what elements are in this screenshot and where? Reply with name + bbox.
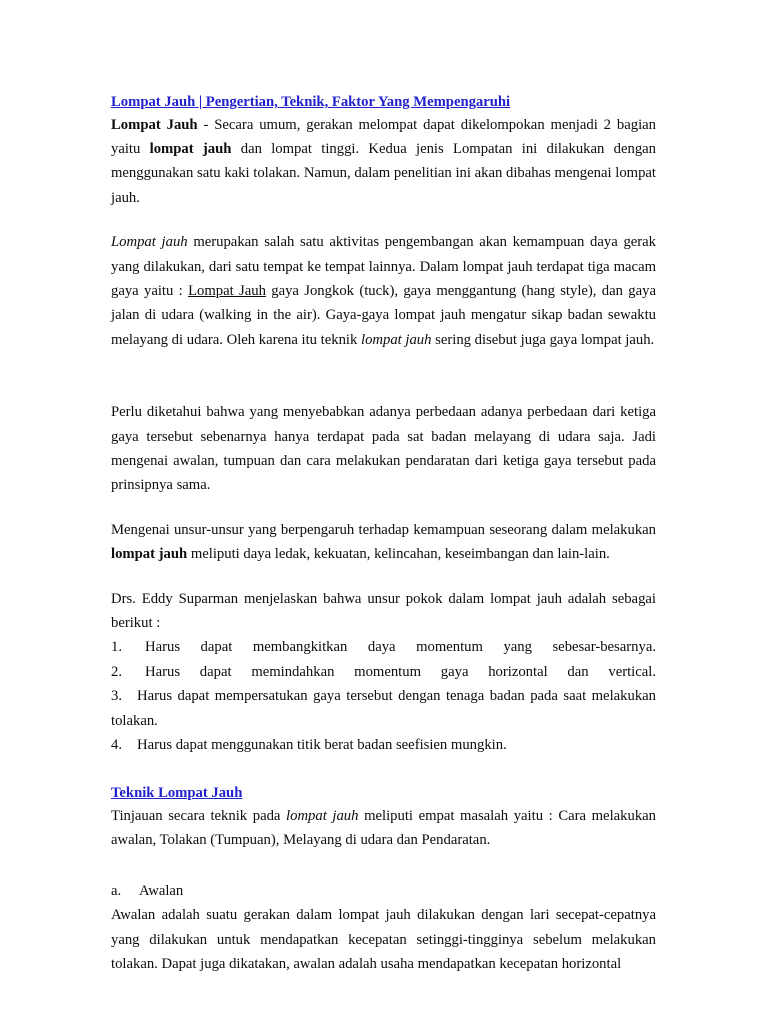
p4-inline-bold: lompat jauh <box>111 546 188 563</box>
paragraph-5: Drs. Eddy Suparman menjelaskan bahwa unsur pokok dalam lompat jauh adalah sebagai berikut : <box>111 590 656 631</box>
intro-paragraph <box>111 113 656 211</box>
article-title-link[interactable]: Lompat Jauh | Pengertian, Teknik, Faktor Yang Mempengaruhi <box>111 94 511 110</box>
spacer <box>111 352 656 400</box>
p6-text-a: Tinjauan secara teknik pada <box>111 807 287 824</box>
subsection-marker: a. <box>111 882 122 899</box>
list-item <box>111 684 656 733</box>
spacer <box>111 498 656 518</box>
list-item-marker: 3. <box>111 688 122 705</box>
list-item-text: Harus dapat membangkitkan daya momentum yang sebesar-besarnya. <box>145 639 656 656</box>
spacer <box>111 853 656 879</box>
p2-inline-underline: Lompat Jauh <box>188 282 266 299</box>
intro-lead-bold: Lompat Jauh <box>111 116 198 133</box>
spacer <box>111 210 656 230</box>
paragraph-2 <box>111 230 656 352</box>
p2-text-a: merupakan salah satu aktivitas pengembangan akan kemampuan daya gerak yang dilakukan, dari satu tempat ke tempat lainnya. Dalam lompat jauh terdapat tiga macam gaya yaitu : <box>111 234 657 299</box>
intro-text-b: dan lompat tinggi. Kedua jenis Lompatan ini dilakukan dengan menggunakan satu kaki tolakan. Namun, dalam penelitian ini akan dibahas mengenai lompat jauh. <box>111 140 657 206</box>
p4-text-b: meliputi daya ledak, kekuatan, kelincahan, keseimbangan dan lain-lain. <box>187 546 610 563</box>
document-body <box>111 92 656 976</box>
subsection-body: Awalan adalah suatu gerakan dalam lompat jauh dilakukan dengan lari secepat-cepatnya yang dilakukan untuk mendapatkan kecepatan setinggi-tingginya sebelum melakukan tolakan. Dapat juga dikatakan, awalan adalah usaha mendapatkan kecepatan horizontal <box>111 907 656 972</box>
section-heading-link[interactable]: Teknik Lompat Jauh <box>111 785 243 802</box>
list-item-text: Harus dapat menggunakan titik berat badan seefisien mungkin. <box>137 737 507 754</box>
p2-inline-italic: lompat jauh <box>361 331 432 348</box>
list-item <box>111 660 656 684</box>
p6-text-b: meliputi empat masalah yaitu : Cara melakukan awalan, Tolakan (Tumpuan), Melayang di udara dan Pendaratan. <box>111 807 656 849</box>
p4-text-a: Mengenai unsur-unsur yang berpengaruh terhadap kemampuan seseorang dalam melakukan <box>111 521 656 538</box>
subsection-label: Awalan <box>139 882 184 899</box>
list-item-text: Harus dapat memindahkan momentum gaya horizontal dan vertical. <box>145 663 656 680</box>
p2-text-b: gaya Jongkok (tuck), gaya menggantung (hang style), dan gaya jalan di udara (walking in the air). Gaya-gaya lompat jauh mengatur sikap badan sewaktu melayang di udara. Oleh karena itu teknik <box>111 282 656 348</box>
list-item-text: Harus dapat mempersatukan gaya tersebut dengan tenaga badan pada saat melakukan tolakan. <box>111 688 656 729</box>
p2-text-c: sering disebut juga gaya lompat jauh. <box>431 331 655 348</box>
list-item-marker: 2. <box>111 663 122 680</box>
list-item-marker: 1. <box>111 639 122 656</box>
list-item <box>111 635 656 659</box>
spacer <box>111 757 656 783</box>
paragraph-6 <box>111 804 656 853</box>
paragraph-4 <box>111 518 656 567</box>
subsection-label-line <box>111 879 656 903</box>
list-item <box>111 733 656 757</box>
intro-inline-bold: lompat jauh <box>149 140 232 157</box>
paragraph-3: Perlu diketahui bahwa yang menyebabkan adanya perbedaan adanya perbedaan dari ketiga gaya tersebut sebenarnya hanya terdapat pada sat badan melayang di udara saja. Jadi mengenai awalan, tumpuan dan cara melakukan pendaratan dari ketiga gaya tersebut pada prinsipnya sama. <box>111 404 656 494</box>
p6-inline-italic: lompat jauh <box>286 807 359 824</box>
list-item-marker: 4. <box>111 737 122 754</box>
p2-lead-italic: Lompat jauh <box>111 234 188 251</box>
intro-text-a: - Secara umum, gerakan melompat dapat dikelompokan menjadi 2 bagian yaitu <box>111 116 656 157</box>
spacer <box>111 567 656 587</box>
